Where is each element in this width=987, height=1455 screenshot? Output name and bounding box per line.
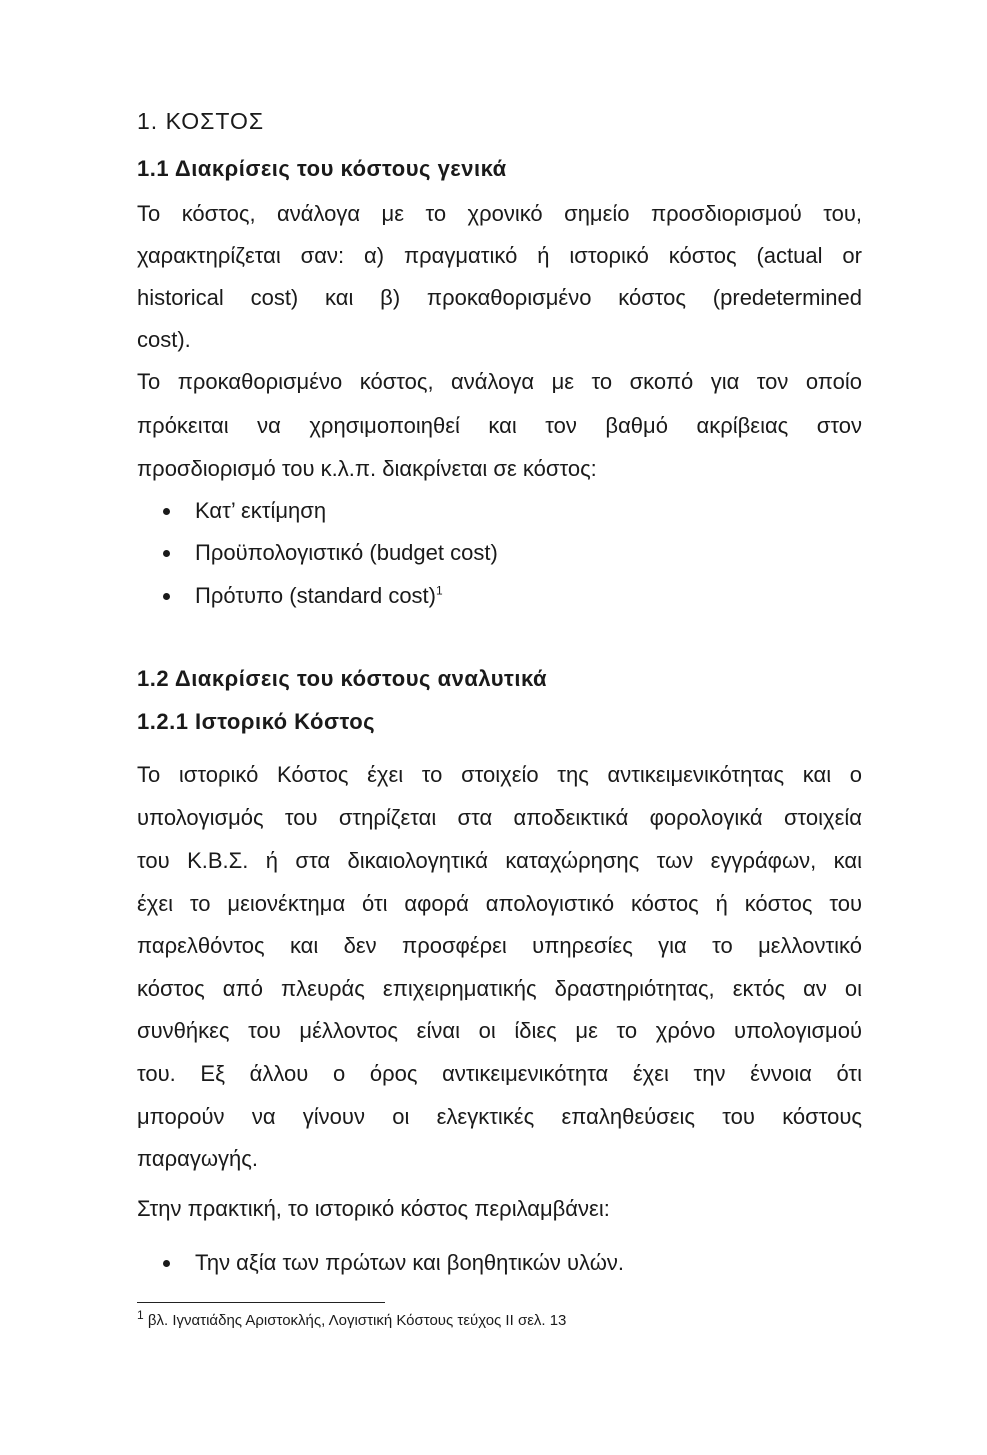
paragraph-line: cost).: [137, 327, 191, 352]
footnote-marker: 1: [137, 1308, 144, 1322]
paragraph-line: προσδιορισμό του κ.λ.π. διακρίνεται σε κόστος:: [137, 456, 597, 481]
paragraph-line: παραγωγής.: [137, 1146, 258, 1171]
paragraph-line: έχει το μειονέκτημα ότι αφορά απολογιστικό κόστος ή κόστος του: [137, 891, 862, 916]
paragraph-line: χαρακτηρίζεται σαν: α) πραγματικό ή ιστορικό κόστος (actual or: [137, 243, 862, 268]
section-heading-1-1: 1.1 Διακρίσεις του κόστους γενικά: [137, 156, 507, 181]
paragraph-line: συνθήκες του μέλλοντος είναι οι ίδιες με το χρόνο υπολογισμού: [137, 1018, 862, 1043]
paragraph-line: του. Εξ άλλου ο όρος αντικειμενικότητα έχει την έννοια ότι: [137, 1061, 862, 1086]
paragraph-line: Το προκαθορισμένο κόστος, ανάλογα με το σκοπό για τον οποίο: [137, 369, 862, 394]
subsection-heading-1-2-1: 1.2.1 Ιστορικό Κόστος: [137, 709, 376, 734]
paragraph-line: Το ιστορικό Κόστος έχει το στοιχείο της αντικειμενικότητας και ο: [137, 762, 862, 787]
footnote: [137, 1308, 567, 1330]
paragraph-line: historical cost) και β) προκαθορισμένο κόστος (predetermined: [137, 285, 862, 310]
paragraph-line: υπολογισμός του στηρίζεται στα αποδεικτικά φορολογικά στοιχεία: [137, 805, 862, 830]
list-item: Κατ’ εκτίμηση: [195, 498, 326, 524]
paragraph-line: του Κ.Β.Σ. ή στα δικαιολογητικά καταχώρησης των εγγράφων, και: [137, 848, 862, 873]
paragraph-line: πρόκειται να χρησιμοποιηθεί και τον βαθμό ακρίβειας στον: [137, 413, 862, 438]
list-item: Την αξία των πρώτων και βοηθητικών υλών.: [195, 1250, 624, 1276]
footnote-reference[interactable]: 1: [436, 583, 443, 598]
bullet-icon: [163, 550, 170, 557]
bullet-icon: [163, 593, 170, 600]
paragraph-line: κόστος από πλευράς επιχειρηματικής δραστηριότητας, εκτός αν οι: [137, 976, 862, 1001]
paragraph-line: Το κόστος, ανάλογα με το χρονικό σημείο προσδιορισμού του,: [137, 201, 862, 226]
chapter-heading: 1. ΚΟΣΤΟΣ: [137, 108, 265, 134]
section-heading-1-2: 1.2 Διακρίσεις του κόστους αναλυτικά: [137, 666, 548, 691]
list-item: Προϋπολογιστικό (budget cost): [195, 540, 498, 566]
bullet-icon: [163, 508, 170, 515]
footnote-text: βλ. Ιγνατιάδης Αριστοκλής, Λογιστική Κόστους τεύχος ΙΙ σελ. 13: [147, 1312, 567, 1329]
list-item: Πρότυπο (standard cost)$^1$: [195, 583, 443, 609]
paragraph-line: Στην πρακτική, το ιστορικό κόστος περιλαμβάνει:: [137, 1196, 610, 1221]
paragraph-line: μπορούν να γίνουν οι ελεγκτικές επαληθεύσεις του κόστους: [137, 1104, 862, 1129]
paragraph-line: παρελθόντος και δεν προσφέρει υπηρεσίες για το μελλοντικό: [137, 933, 862, 958]
footnote-separator: [137, 1302, 385, 1303]
bullet-icon: [163, 1260, 170, 1267]
